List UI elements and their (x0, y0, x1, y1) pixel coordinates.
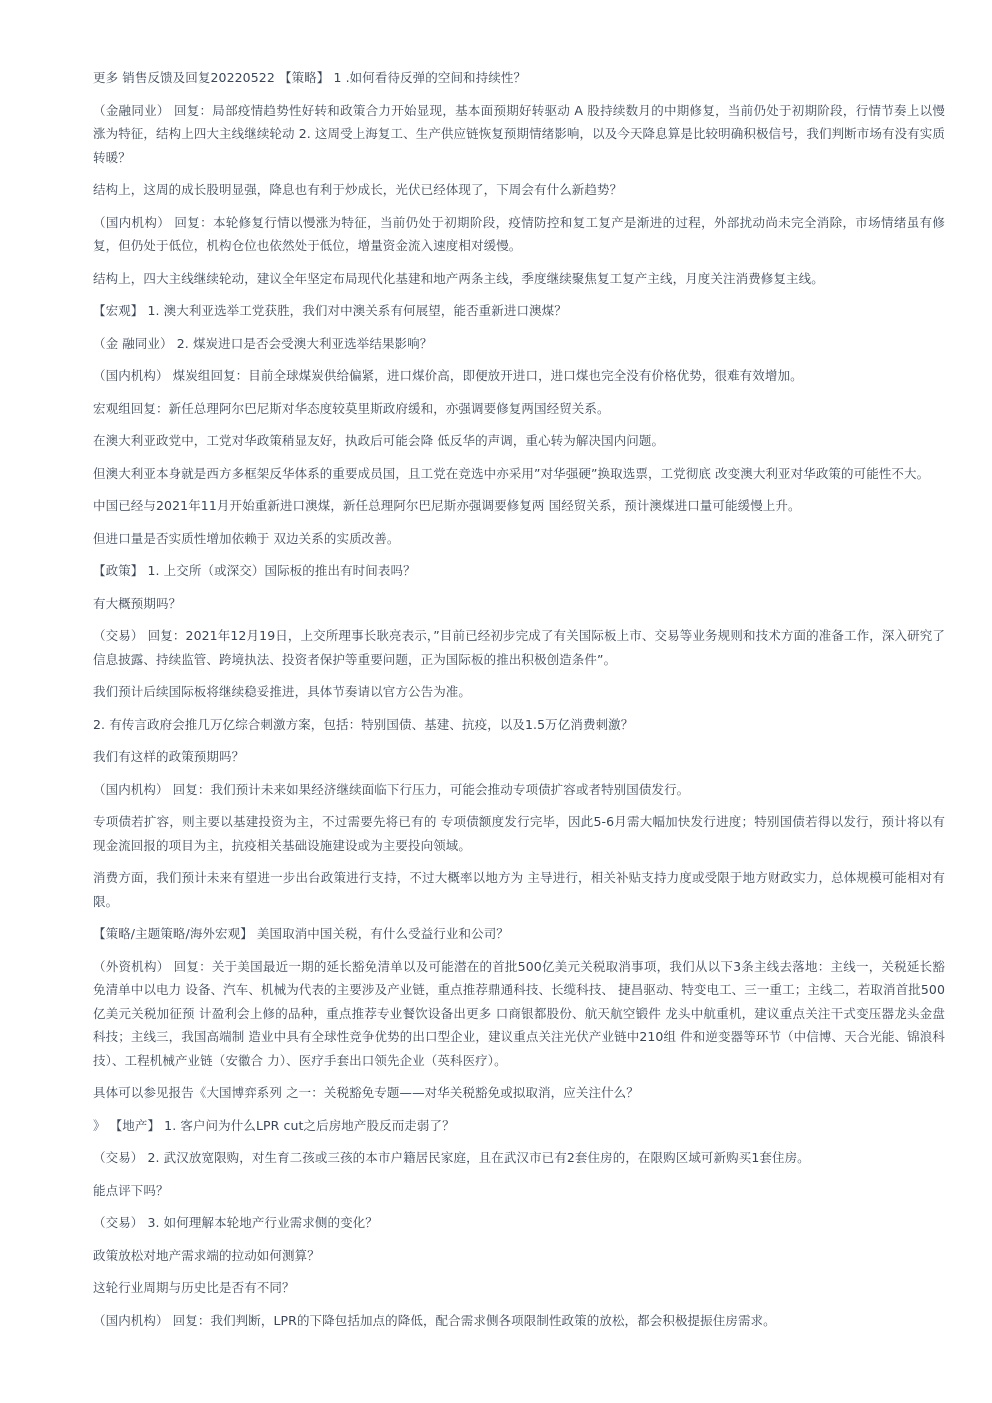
paragraph: （国内机构） 煤炭组回复：目前全球煤炭供给偏紧，进口煤价高，即便放开进口，进口煤也完全没有价格优势，很难有效增加。 (93, 368, 803, 383)
paragraph: 宏观组回复：新任总理阿尔巴尼斯对华态度较莫里斯政府缓和，亦强调要修复两国经贸关系。 (93, 400, 610, 416)
paragraph: 》 【地产】 1. 客户问为什么LPR cut之后房地产股反而走弱了？ (93, 1117, 455, 1133)
paragraph: 【策略/主题策略/海外宏观】 美国取消中国关税，有什么受益行业和公司？ (93, 926, 509, 941)
paragraph: （金融同业） 回复：局部疫情趋势性好转和政策合力开始显现，基本面预期好转驱动 A 股持续数月的中期修复，当前仍处于初期阶段，行情节奏上以慢涨为特征，结构上四大主线继续轮动 2. 这周受上海复工、生产供应链恢复预期情绪影响，以及今天降息算是比较明确积极信号，我们判断市场有没有实质转暖？ (93, 102, 945, 165)
paragraph: 具体可以参见报告《大国博弈系列 之一：关税豁免专题——对华关税豁免或拟取消，应关注什么？ (93, 1085, 639, 1100)
paragraph: 中国已经与2021年11月开始重新进口澳煤，新任总理阿尔巴尼斯亦强调要修复两 国经贸关系，预计澳煤进口量可能缓慢上升。 (93, 498, 801, 513)
paragraph: 但进口量是否实质性增加依赖于 双边关系的实质改善。 (93, 530, 400, 546)
paragraph: 但澳大利亚本身就是西方多框架反华体系的重要成员国，且工党在竞选中亦采用”对华强硬”换取选票，工党彻底 改变澳大利亚对华政策的可能性不大。 (93, 465, 930, 481)
paragraph: 2. 有传言政府会推几万亿综合刺激方案，包括：特别国债、基建、抗疫，以及1.5万亿消费刺激？ (93, 716, 634, 732)
paragraph: 政策放松对地产需求端的拉动如何测算？ (93, 1247, 320, 1263)
paragraph: （国内机构） 回复：我们预计未来如果经济继续面临下行压力，可能会推动专项债扩容或者特别国债发行。 (93, 781, 690, 797)
paragraph: （交易） 2. 武汉放宽限购，对生育二孩或三孩的本市户籍居民家庭，且在武汉市已有2套住房的，在限购区域可新购买1套住房。 (93, 1150, 810, 1165)
paragraph: （交易） 回复：2021年12月19日，上交所理事长耿亮表示，”目前已经初步完成了有关国际板上市、交易等业务规则和技术方面的准备工作，深入研究了信息披露、持续监管、跨境执法、投资者保护等重要问题，正为国际板的推出积极创造条件”。 (93, 628, 945, 667)
paragraph: 我们有这样的政策预期吗？ (93, 749, 245, 764)
paragraph: 【宏观】 1. 澳大利亚选举工党获胜，我们对中澳关系有何展望，能否重新进口澳煤？ (93, 303, 567, 318)
paragraph: 专项债若扩容，则主要以基建投资为主，不过需要先将已有的 专项债额度发行完毕，因此5-6月需大幅加快发行进度；特别国债若得以发行，预计将以有现金流回报的项目为主，抗疫相关基础设施建设或为主要投向领域。 (93, 814, 945, 853)
paragraph: 结构上，四大主线继续轮动，建议全年坚定布局现代化基建和地产两条主线，季度继续聚焦复工复产主线，月度关注消费修复主线。 (93, 270, 824, 286)
paragraph: 在澳大利亚政党中，工党对华政策稍显友好，执政后可能会降 低反华的声调，重心转为解决国内问题。 (93, 433, 665, 448)
paragraph: 结构上，这周的成长股明显强，降息也有利于炒成长，光伏已经体现了，下周会有什么新趋势？ (93, 182, 623, 197)
paragraph: 能点评下吗？ (93, 1182, 169, 1198)
paragraph: （国内机构） 回复：我们判断，LPR的下降包括加点的降低，配合需求侧各项限制性政策的放松，都会积极提振住房需求。 (93, 1312, 776, 1328)
paragraph: （金 融同业） 2. 煤炭进口是否会受澳大利亚选举结果影响？ (93, 335, 433, 351)
document-page (93, 66, 945, 1341)
paragraph: （外资机构） 回复：关于美国最近一期的延长豁免清单以及可能潜在的首批500亿美元关税取消事项，我们从以下3条主线去落地：主线一，关税延长豁免清单中以电力 设备、汽车、机械为代表的主要涉及产业链，重点推荐鼎通科技、长缆科技、 捷昌驱动、特变电工、三一重工；主线二，若取消首批500亿美元关税加征预 计盈利会上修的品种，重点推荐专业餐饮设备出更多 口商银都股份、航天航空锻件 龙头中航重机，建议重点关注干式变压器龙头金盘科技；主线三，我国高端制 造业中具有全球性竞争优势的出口型企业，建议重点关注光伏产业链中210组 件和逆变器等环节（中信博、天合光能、锦浪科技）、工程机械产业链（安徽合 力）、医疗手套出口领先企业（英科医疗）。 (93, 958, 945, 1068)
paragraph: （国内机构） 回复：本轮修复行情以慢涨为特征，当前仍处于初期阶段，疫情防控和复工复产是渐进的过程，外部扰动尚未完全消除，市场情绪虽有修复，但仍处于低位，机构仓位也依然处于低位，增量资金流入速度相对缓慢。 (93, 214, 945, 253)
paragraph: 这轮行业周期与历史比是否有不同？ (93, 1280, 295, 1295)
paragraph: 有大概预期吗？ (93, 595, 182, 611)
paragraph: 我们预计后续国际板将继续稳妥推进，具体节奏请以官方公告为准。 (93, 684, 472, 699)
paragraph: 消费方面，我们预计未来有望进一步出台政策进行支持，不过大概率以地方为 主导进行，相关补贴支持力度或受限于地方财政实力，总体规模可能相对有限。 (93, 870, 945, 909)
paragraph: （交易） 3. 如何理解本轮地产行业需求侧的变化？ (93, 1215, 378, 1230)
paragraph: 【政策】 1. 上交所（或深交）国际板的推出有时间表吗？ (93, 563, 416, 578)
paragraph: 更多 销售反馈及回复20220522 【策略】 1 .如何看待反弹的空间和持续性？ (93, 70, 527, 85)
